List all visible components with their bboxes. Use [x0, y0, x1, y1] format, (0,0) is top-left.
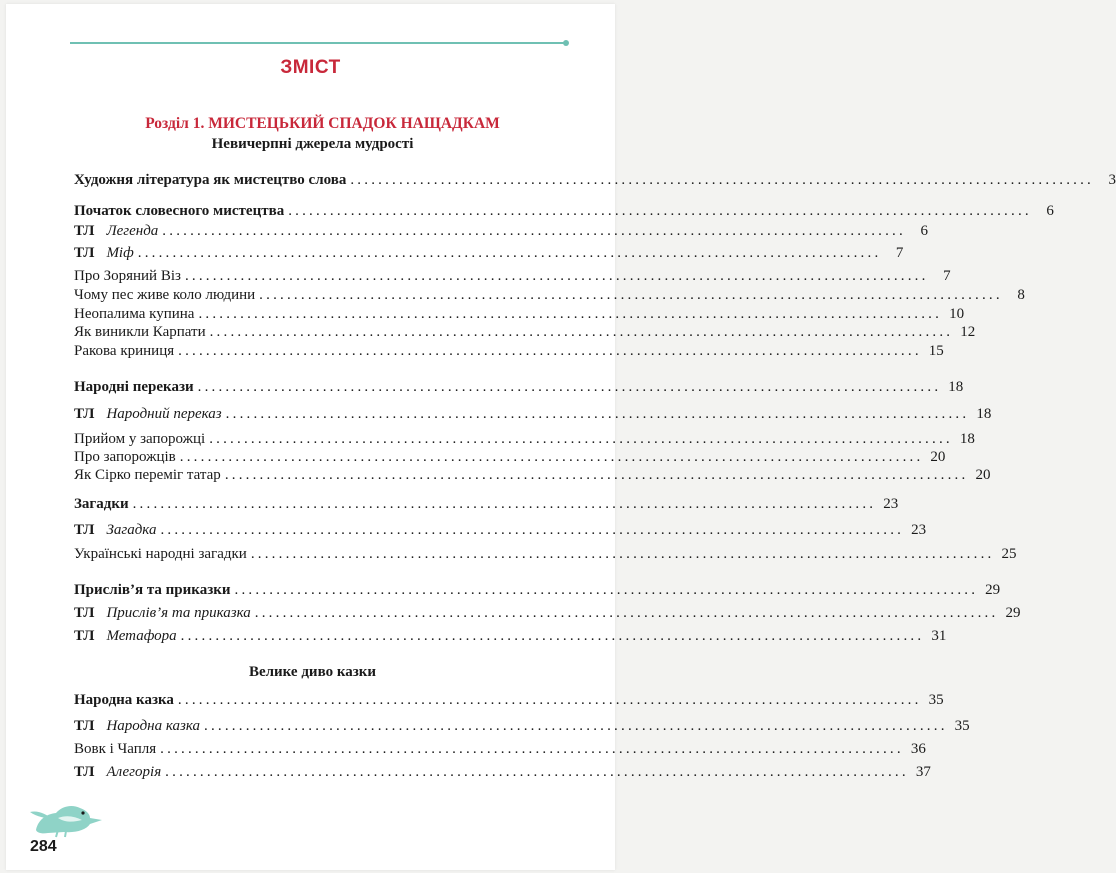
tl-prefix: ТЛ [74, 245, 95, 261]
toc-entry[interactable] [74, 465, 991, 485]
top-rule [70, 42, 566, 44]
toc-entry-page: 15 [928, 343, 944, 359]
dot-leader: ........................................................................................................... [180, 628, 925, 644]
toc-entry[interactable] [74, 377, 964, 397]
toc-entry[interactable] [74, 762, 931, 782]
toc-entry-label: Ракова криниця [74, 343, 175, 359]
toc-entry-page: 23 [911, 522, 927, 538]
toc-entry-page: 29 [985, 582, 1001, 598]
dot-leader: ........................................................................................................... [184, 268, 929, 284]
toc-entry[interactable] [74, 447, 946, 467]
toc-entry-page: 8 [1017, 287, 1025, 303]
dot-leader: ........................................................................................................... [160, 741, 904, 757]
dot-leader: ........................................................................................................... [165, 764, 909, 780]
toc-entry[interactable] [74, 494, 899, 514]
toc-entry-page: 35 [954, 718, 970, 734]
tl-prefix: ТЛ [74, 406, 95, 422]
dot-leader: ........................................................................................................... [350, 172, 1095, 188]
dot-leader: ........................................................................................................... [234, 582, 979, 598]
toc-entry-label: Народна казка [106, 718, 200, 734]
toc-entry[interactable] [74, 243, 904, 263]
dot-leader: ........................................................................................................... [225, 406, 970, 422]
dot-leader: ........................................................................................................... [224, 467, 969, 483]
dot-leader: ........................................................................................................... [198, 306, 943, 322]
toc-entry-page: 12 [960, 324, 976, 340]
toc-entry[interactable] [74, 221, 928, 241]
toc-entry[interactable] [74, 322, 976, 342]
dot-leader: ........................................................................................................... [254, 605, 999, 621]
bird-icon [28, 800, 106, 838]
toc-entry-page: 37 [915, 764, 931, 780]
toc-entry-label: Як виникли Карпати [74, 324, 206, 340]
toc-entry-label: Як Сірко переміг татар [74, 467, 221, 483]
toc-entry[interactable] [74, 304, 965, 324]
toc-entry-label: Легенда [106, 223, 159, 239]
dot-leader: ........................................................................................................... [162, 223, 906, 239]
dot-leader: ........................................................................................................... [137, 245, 882, 261]
tl-prefix: ТЛ [74, 605, 95, 621]
toc-entry-page: 35 [928, 692, 944, 708]
toc-entry-label: Прийом у запорожці [74, 431, 206, 447]
toc-entry[interactable] [74, 341, 944, 361]
dot-leader: ........................................................................................................... [179, 449, 924, 465]
top-rule-dot [563, 40, 569, 46]
toc-entry-page: 23 [883, 496, 899, 512]
toc-entry-label: Міф [106, 245, 134, 261]
toc-entry-page: 18 [948, 379, 964, 395]
toc-entry-page: 10 [949, 306, 965, 322]
toc-entry-label: Народна казка [74, 692, 174, 708]
toc-entry-label: Чому пес живе коло людини [74, 287, 256, 303]
toc-entry-label: Прислів’я та приказки [74, 582, 231, 598]
toc-entry-label: Прислів’я та приказка [106, 605, 251, 621]
toc-entry-page: 20 [975, 467, 991, 483]
toc-entry-label: Метафора [106, 628, 177, 644]
toc-entry[interactable] [74, 716, 970, 736]
toc-entry-label: Алегорія [106, 764, 162, 780]
toc-entry-label: Загадка [106, 522, 157, 538]
dot-leader: ........................................................................................................... [204, 718, 948, 734]
toc-entry-label: Українські народні загадки [74, 546, 247, 562]
tl-prefix: ТЛ [74, 764, 95, 780]
dot-leader: ........................................................................................................... [197, 379, 942, 395]
toc-entry-page: 25 [1001, 546, 1017, 562]
toc-entry-label: Загадки [74, 496, 129, 512]
toc-entry[interactable] [74, 201, 1054, 221]
toc-entry[interactable] [74, 285, 1025, 305]
toc-entry-label: Неопалима купина [74, 306, 195, 322]
dot-leader: ........................................................................................................... [209, 431, 953, 447]
dot-leader: ........................................................................................................... [178, 343, 922, 359]
toc-entry-label: Художня література як мистецтво слова [74, 172, 347, 188]
toc-entry[interactable] [74, 266, 951, 286]
toc-entry-label: Народні перекази [74, 379, 194, 395]
toc-entry[interactable] [74, 404, 992, 424]
dot-leader: ........................................................................................................... [160, 522, 905, 538]
toc-entry[interactable] [74, 626, 947, 646]
toc-entry[interactable] [74, 690, 944, 710]
dot-leader: ........................................................................................................... [132, 496, 877, 512]
tl-prefix: ТЛ [74, 718, 95, 734]
dot-leader: ........................................................................................................... [177, 692, 922, 708]
toc-entry-page: 3 [1108, 172, 1116, 188]
tl-prefix: ТЛ [74, 628, 95, 644]
tl-prefix: ТЛ [74, 223, 95, 239]
toc-entry[interactable] [74, 580, 1001, 600]
toc-entry-page: 6 [1046, 203, 1054, 219]
dot-leader: ........................................................................................................... [250, 546, 995, 562]
toc-entry-page: 31 [931, 628, 947, 644]
toc-entry[interactable] [74, 603, 1021, 623]
dot-leader: ........................................................................................................... [259, 287, 1003, 303]
toc-entry-page: 18 [959, 431, 975, 447]
toc-entry-page: 18 [976, 406, 992, 422]
dot-leader: ........................................................................................................... [209, 324, 954, 340]
tl-prefix: ТЛ [74, 522, 95, 538]
toc-entry-page: 7 [943, 268, 951, 284]
page-title: ЗМІСТ [280, 57, 341, 78]
toc-entry-label: Вовк і Чапля [74, 741, 157, 757]
toc-entry-page: 7 [895, 245, 904, 261]
toc-entry-page: 20 [930, 449, 946, 465]
dot-leader: ........................................................................................................... [288, 203, 1032, 219]
toc-entry[interactable] [74, 520, 927, 540]
toc-entry-page: 6 [920, 223, 928, 239]
subheading-1: Невичерпні джерела мудрості [211, 136, 414, 152]
toc-entry-label: Початок словесного мистецтва [74, 203, 285, 219]
toc-entry-label: Про запорожців [74, 449, 176, 465]
page-number: 284 [30, 838, 57, 855]
toc-entry-label: Про Зоряний Віз [74, 268, 181, 284]
toc-entry[interactable] [74, 170, 1116, 190]
section-heading: Розділ 1. МИСТЕЦЬКИЙ СПАДОК НАЩАДКАМ [145, 115, 500, 132]
toc-entry[interactable] [74, 544, 1017, 564]
toc-entry-label: Народний переказ [106, 406, 222, 422]
toc-entry-page: 29 [1005, 605, 1021, 621]
toc-entry-page: 36 [910, 741, 926, 757]
toc-entry[interactable] [74, 429, 975, 449]
subheading-2: Велике диво казки [248, 664, 377, 680]
toc-entry[interactable] [74, 739, 926, 759]
